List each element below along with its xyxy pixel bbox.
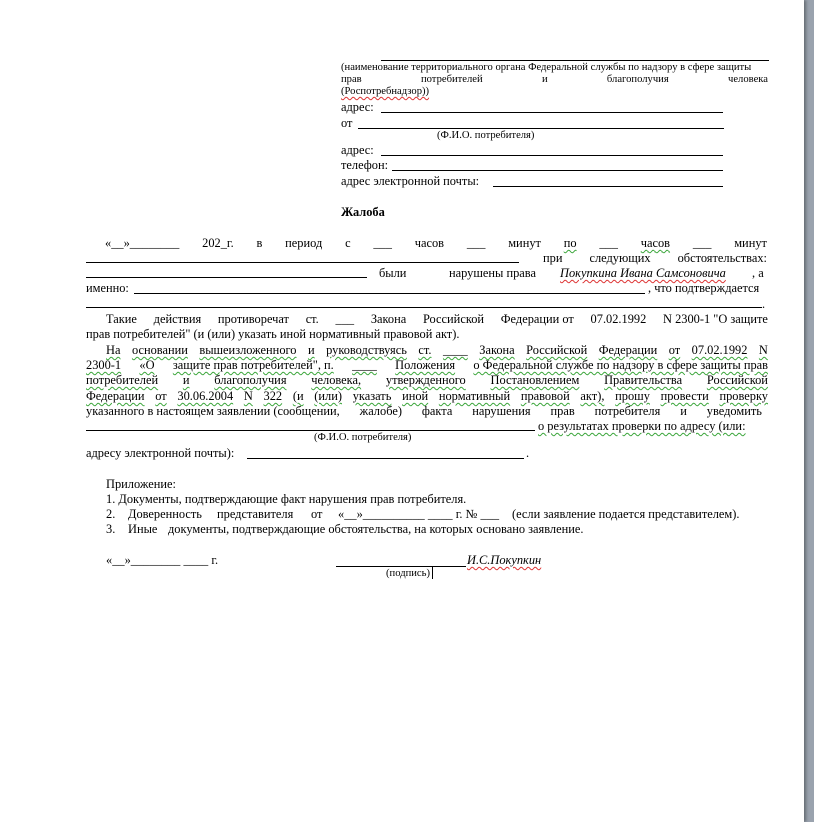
- p1-line3-were: были: [379, 266, 407, 280]
- p3-line6-blank: [86, 430, 535, 431]
- fio-caption: (Ф.И.О. потребителя): [437, 130, 535, 141]
- p3-line6-end: о результатах проверки по адресу (или:: [538, 419, 746, 433]
- org-name-line: [381, 60, 769, 61]
- p1-line3-end: , а: [752, 266, 764, 280]
- address-label: адрес:: [341, 100, 374, 114]
- org-caption-2: прав потребителей и благополучия человека: [341, 74, 768, 85]
- signature-name: И.С.Покупкин: [467, 553, 542, 567]
- from-line: [358, 128, 724, 129]
- p1-line3-blank: [86, 277, 367, 278]
- p1-line2-blank: [86, 262, 519, 263]
- p1-line5-blank: [86, 307, 762, 308]
- attachment-item-2-word1: Доверенность: [128, 507, 202, 521]
- p3-line5: указанного в настоящем заявлении (сообщении, жалобе) факта нарушения прав потребителя и уведомить: [86, 404, 762, 418]
- p3-line7-blank: [247, 458, 524, 459]
- consumer-name: Покупкина Ивана Самсоновича: [560, 266, 726, 280]
- attachment-item-2-date: «__»__________ ____ г. № ___: [338, 507, 500, 521]
- p2-line1: Такие действия противоречат ст. ___ Закона Российской Федерации от 07.02.1992 N 2300-1 "О защите: [106, 312, 768, 326]
- p1-line4-blank: [134, 293, 645, 294]
- address-line: [381, 112, 723, 113]
- email-line: [493, 186, 723, 187]
- attachment-item-2-word2: представителя: [217, 507, 294, 521]
- signature-line: [336, 566, 466, 567]
- org-caption-3: [341, 86, 429, 98]
- p1-line4-namely: именно:: [86, 281, 129, 295]
- attachment-item-2-word3: от: [311, 507, 323, 521]
- phone-line: [392, 170, 723, 171]
- org-caption-3-text: (Роспотребнадзор)): [341, 86, 430, 97]
- document-title: Жалоба: [341, 205, 385, 219]
- p1-line5-end: .: [762, 297, 766, 311]
- signature-date: «__»________ ____ г.: [106, 553, 219, 567]
- address2-label: адрес:: [341, 143, 374, 157]
- p1-line3-violated: нарушены права: [449, 266, 536, 280]
- p3-line2: 2300-1 «О защите прав потребителей", п. ____ Положения о Федеральной службе по надзору в сфере защиты прав: [86, 358, 768, 372]
- p3-line7-end: .: [526, 446, 530, 460]
- attachment-item-2-num: 2.: [106, 507, 116, 521]
- from-label: от: [341, 116, 353, 130]
- p3-line4: Федерации от 30.06.2004 N 322 (и (или) указать иной нормативный правовой акт), прошу провести проверку: [86, 389, 768, 403]
- p3-line3: потребителей и благополучия человека, утвержденного Постановлением Правительства Российской: [86, 373, 768, 387]
- attachments-label: Приложение:: [106, 477, 176, 491]
- p1-line2: при следующих обстоятельствах:: [543, 251, 767, 265]
- attachment-item-3-rest: документы, подтверждающие обстоятельства, на которых основано заявление.: [168, 522, 584, 536]
- org-caption-1: (наименование территориального органа Федеральной службы по надзору в сфере защиты: [341, 62, 752, 73]
- attachment-item-2-note: (если заявление подается представителем).: [512, 507, 740, 521]
- p1-line4-confirmed: , что подтверждается: [648, 281, 760, 295]
- text-cursor: [432, 567, 433, 579]
- address2-line: [381, 155, 723, 156]
- signature-caption: (подпись): [386, 568, 430, 579]
- attachment-item-3-word1: Иные: [128, 522, 158, 536]
- p2-line2: прав потребителей" (и (или) указать иной нормативный правовой акт).: [86, 327, 460, 341]
- phone-label: телефон:: [341, 158, 389, 172]
- p1-line1: «__»________ 202_г. в период с ___ часов ___ минут по ___ часов ___ минут: [105, 236, 767, 250]
- email-label: адрес электронной почты:: [341, 174, 480, 188]
- attachment-item-1: 1. Документы, подтверждающие факт нарушения прав потребителя.: [106, 492, 467, 506]
- p3-line7: адресу электронной почты):: [86, 446, 235, 460]
- p3-line1: На основании вышеизложенного и руководствуясь ст. ____ Закона Российской Федерации от 07.02.1992 N: [106, 343, 768, 357]
- attachment-item-3-num: 3.: [106, 522, 116, 536]
- p3-fio-caption: (Ф.И.О. потребителя): [314, 432, 412, 443]
